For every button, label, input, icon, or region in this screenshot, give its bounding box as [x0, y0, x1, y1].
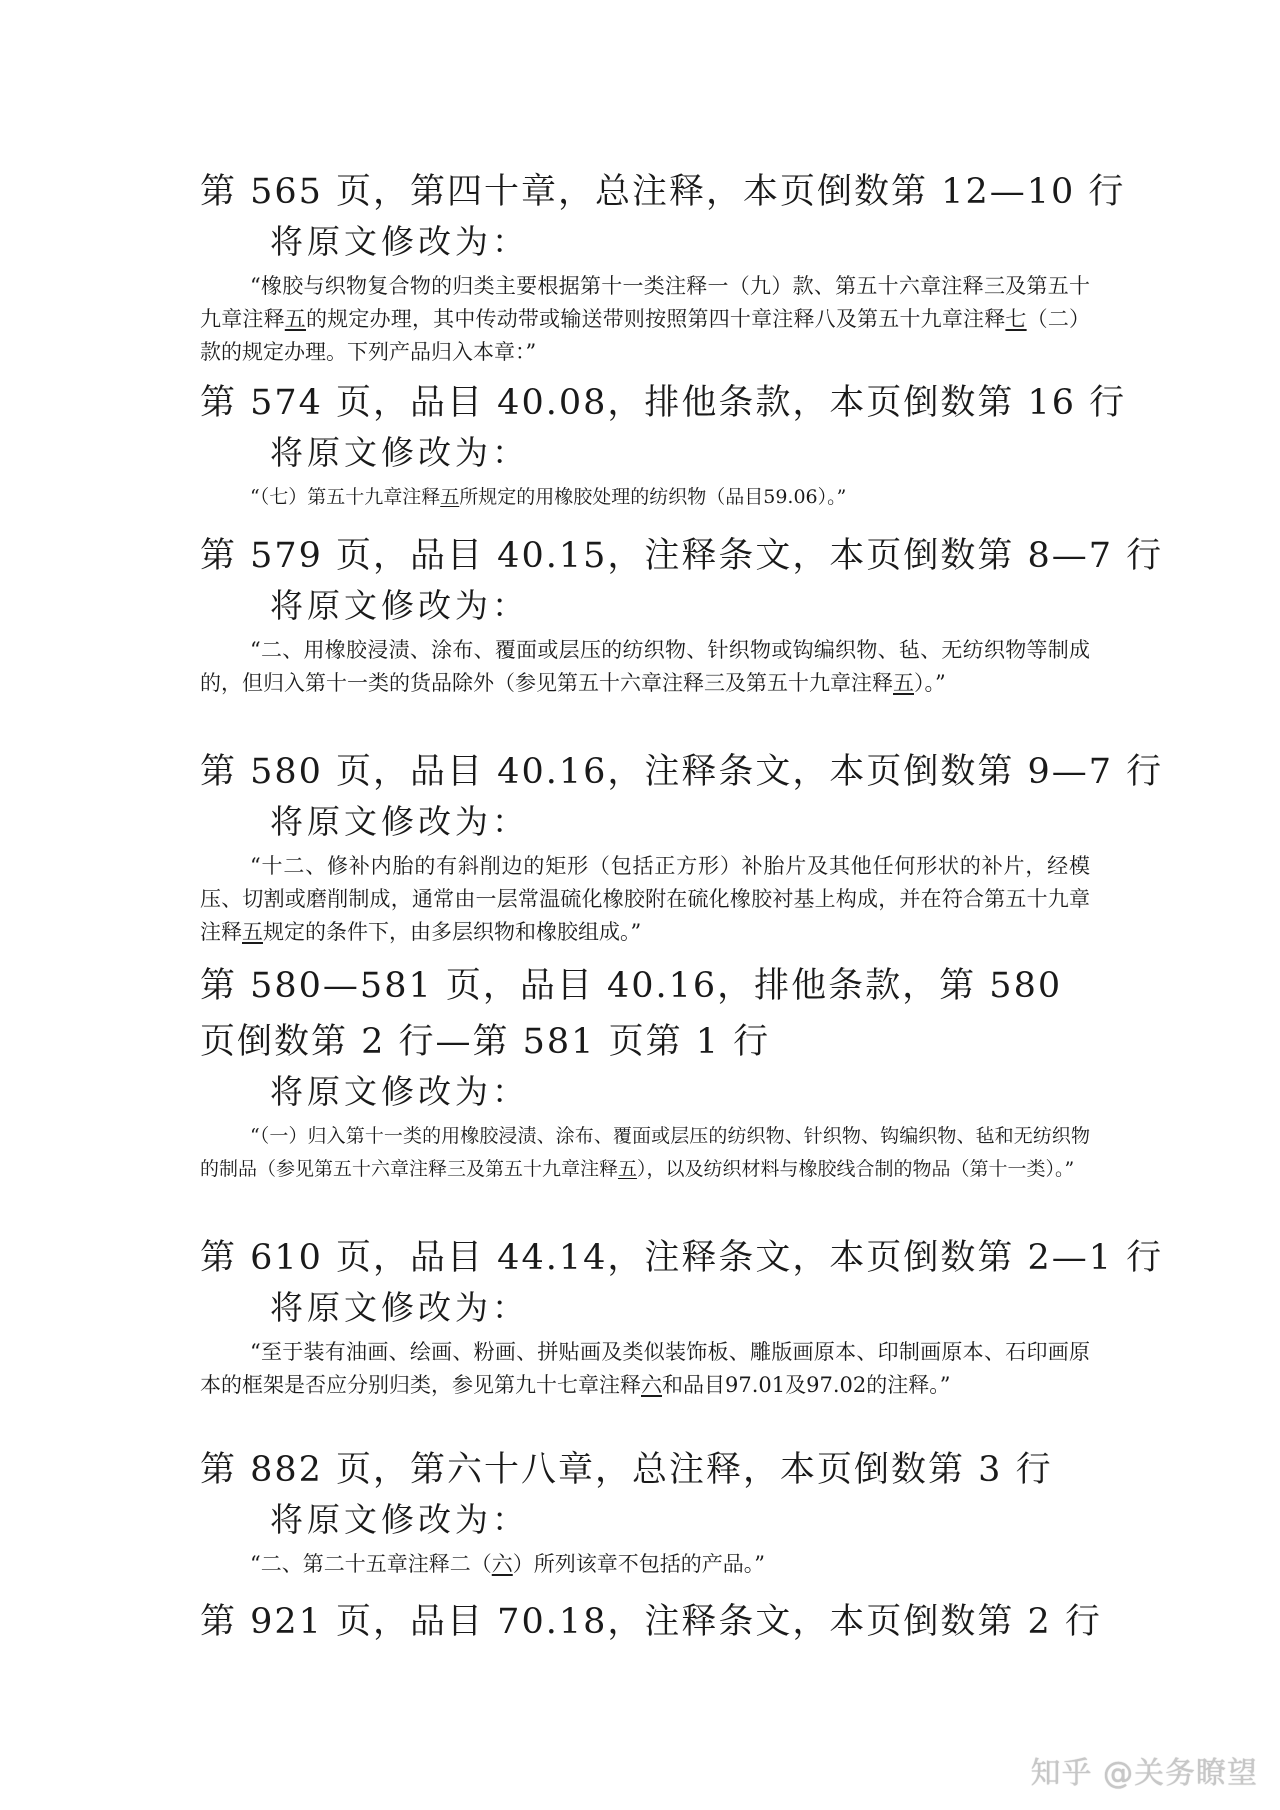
section-paragraph: “十二、修补内胎的有斜削边的矩形（包括正方形）补胎片及其他任何形状的补片，经模压、切割或磨削制成，通常由一层常温硫化橡胶附在硫化橡胶衬基上构成，并在符合第五十九章注释五规定的条件下，由多层织物和橡胶组成。”: [200, 854, 1090, 944]
section-lead: 将原文修改为：: [270, 802, 529, 841]
section-heading: 第 580 页，品目 40.16，注释条文，本页倒数第 9—7 行: [200, 752, 1164, 792]
section-574: [200, 375, 1127, 514]
section-heading: 第 921 页，品目 70.18，注释条文，本页倒数第 2 行: [200, 1602, 1102, 1642]
section-lead: 将原文修改为：: [270, 433, 529, 472]
section-610: [200, 1230, 1164, 1402]
section-paragraph: “二、用橡胶浸渍、涂布、覆面或层压的纺织物、针织物或钩编织物、毡、无纺织物等制成的，但归入第十一类的货品除外（参见第五十六章注释三及第五十九章注释五）。”: [200, 638, 1090, 695]
section-lead: 将原文修改为：: [270, 1500, 529, 1539]
section-921: [200, 1594, 1102, 1650]
section-heading: 第 610 页，品目 44.14，注释条文，本页倒数第 2—1 行: [200, 1238, 1164, 1278]
section-paragraph: “（七）第五十九章注释五所规定的用橡胶处理的纺织物（品目59.06）。”: [250, 486, 847, 508]
section-lead: 将原文修改为：: [270, 1072, 529, 1111]
section-heading: 第 882 页，第六十八章，总注释，本页倒数第 3 行: [200, 1450, 1053, 1490]
section-heading: 第 580—581 页，品目 40.16，排他条款，第 580 页倒数第 2 行—第 581 页第 1 行: [200, 966, 1063, 1062]
section-lead: 将原文修改为：: [270, 1288, 529, 1327]
section-paragraph: “橡胶与织物复合物的归类主要根据第十一类注释一（九）款、第五十六章注释三及第五十九章注释五的规定办理，其中传动带或输送带则按照第四十章注释八及第五十九章注释七（二）款的规定办理。下列产品归入本章：”: [200, 274, 1091, 364]
section-580-581: [200, 958, 1090, 1186]
zhihu-watermark: 知乎 @关务瞭望: [1030, 1756, 1258, 1791]
section-lead: 将原文修改为：: [270, 222, 529, 261]
section-579: [200, 528, 1164, 700]
section-580: [200, 744, 1164, 949]
section-paragraph: “二、第二十五章注释二（六）所列该章不包括的产品。”: [250, 1552, 765, 1576]
section-lead: 将原文修改为：: [270, 586, 529, 625]
section-paragraph: “至于装有油画、绘画、粉画、拼贴画及类似装饰板、雕版画原本、印制画原本、石印画原本的框架是否应分别归类，参见第九十七章注释六和品目97.01及97.02的注释。”: [200, 1340, 1090, 1397]
section-heading: 第 574 页，品目 40.08，排他条款，本页倒数第 16 行: [200, 383, 1127, 423]
section-heading: 第 579 页，品目 40.15，注释条文，本页倒数第 8—7 行: [200, 536, 1164, 576]
section-882: [200, 1442, 1090, 1581]
section-565: [200, 164, 1126, 369]
section-heading: 第 565 页，第四十章，总注释，本页倒数第 12—10 行: [200, 172, 1126, 212]
section-paragraph: “（一）归入第十一类的用橡胶浸渍、涂布、覆面或层压的纺织物、针织物、钩编织物、毡和无纺织物的制品（参见第五十六章注释三及第五十九章注释五），以及纺织材料与橡胶线合制的物品（第十一类）。”: [200, 1125, 1090, 1180]
